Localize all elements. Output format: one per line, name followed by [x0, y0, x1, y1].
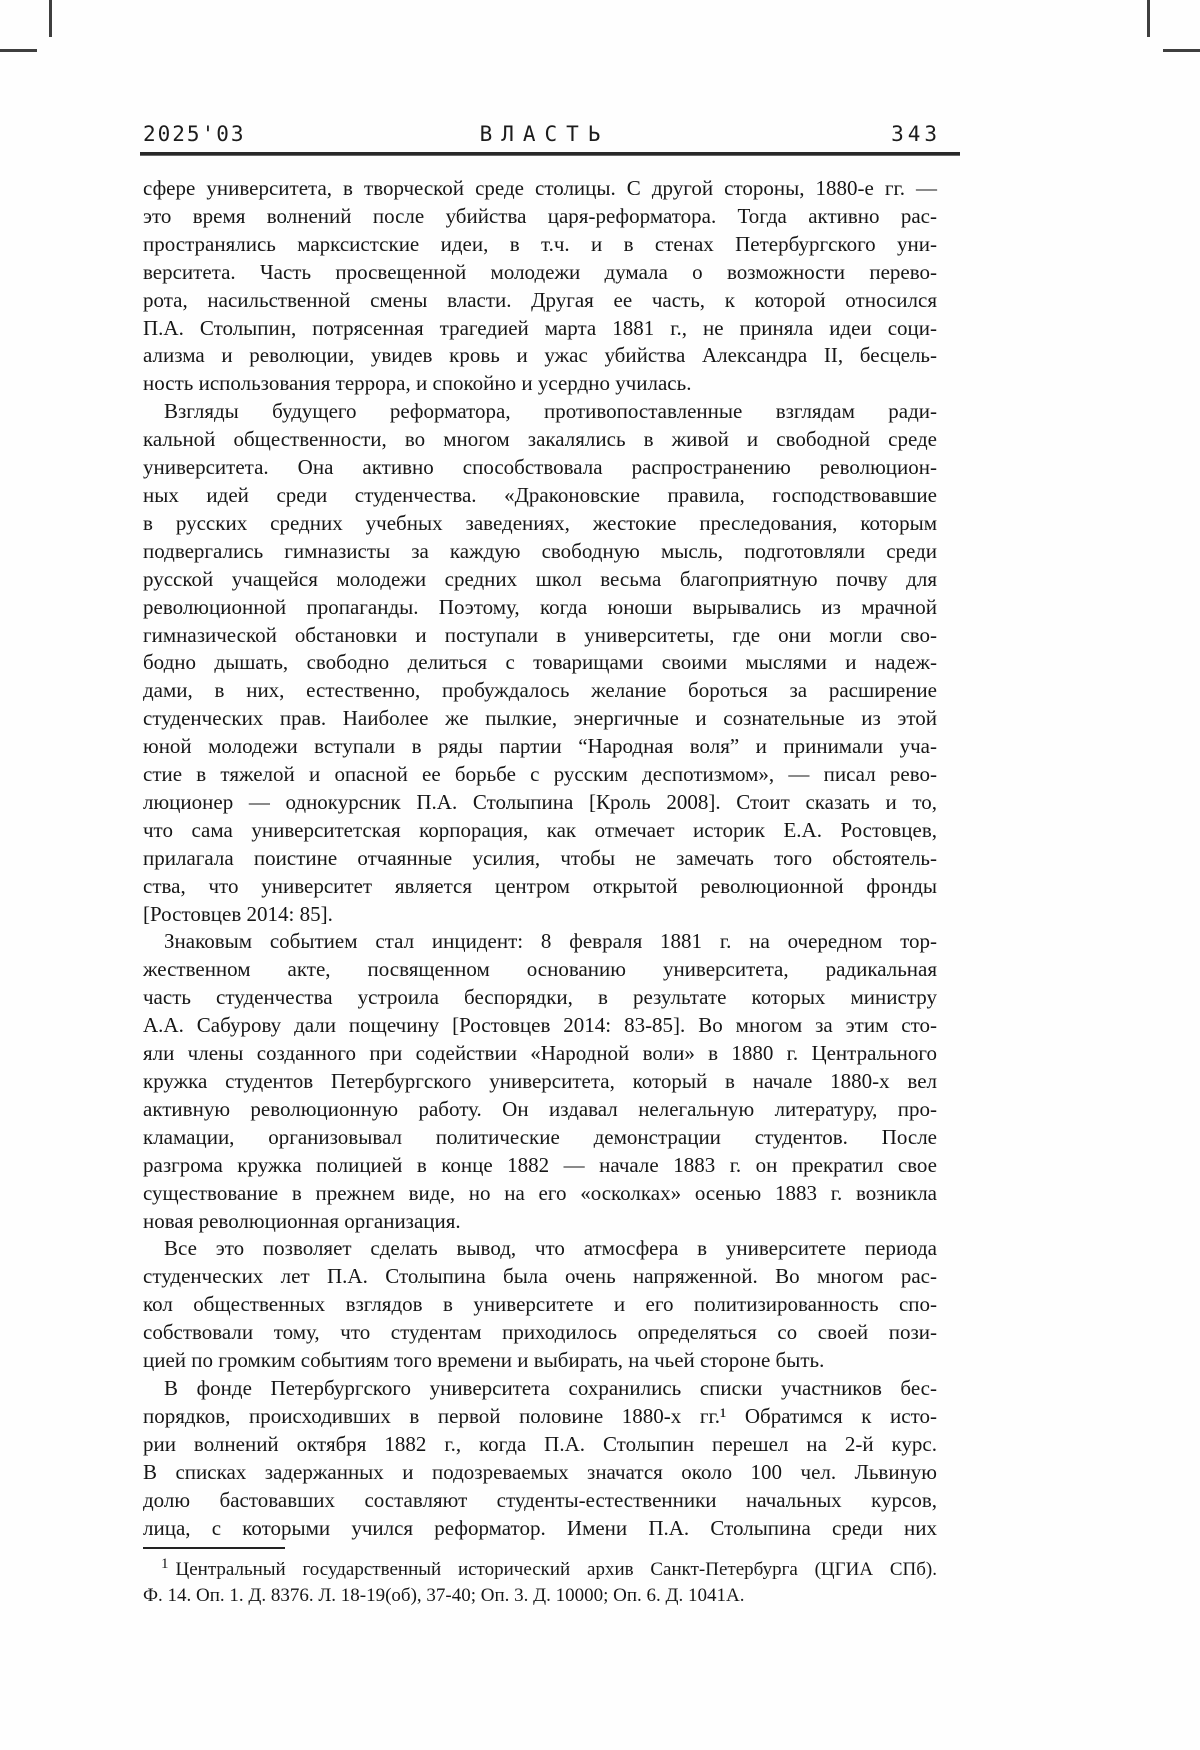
text-line: стие в тяжелой и опасной ее борьбе с русским деспотизмом», — писал рево- — [143, 762, 937, 787]
text-line: ализма и революции, увидев кровь и ужас убийства Александра II, бесцель- — [143, 343, 937, 368]
text-line: рии волнений октября 1882 г., когда П.А. Столыпин перешел на 2-й курс. — [143, 1431, 937, 1456]
text-line: ства, что университет является центром открытой революционной фронды — [143, 873, 937, 898]
text-line: кол общественных взглядов в университете и его политизированность спо- — [143, 1292, 937, 1317]
text-line: [Ростовцев 2014: 85]. — [143, 901, 333, 926]
text-line: В фонде Петербургского университета сохранились списки участников бес- — [164, 1375, 937, 1400]
text-line: новая революционная организация. — [143, 1208, 461, 1233]
page-number: 343 — [891, 122, 941, 146]
text-line: Взгляды будущего реформатора, противопоставленные взглядам ради- — [164, 399, 937, 424]
text-line: ность использования террора, и спокойно и усердно училась. — [143, 371, 692, 396]
text-line: студенческих лет П.А. Столыпина была очень напряженной. Во многом рас- — [143, 1264, 937, 1289]
text-line: пространялись марксистские идеи, в т.ч. и в стенах Петербургского уни- — [143, 231, 937, 256]
text-line: существование в прежнем виде, но на его «осколках» осенью 1883 г. возникла — [143, 1180, 937, 1205]
text-line: жественном акте, посвященном основанию университета, радикальная — [143, 957, 937, 982]
text-line: яли члены созданного при содействии «Народной воли» в 1880 г. Центрального — [143, 1041, 937, 1066]
journal-title: ВЛАСТЬ — [479, 122, 610, 146]
text-line: цией по громким событиям того времени и выбирать, на чьей стороне быть. — [143, 1348, 825, 1373]
text-line: А.А. Сабурову дали пощечину [Ростовцев 2014: 83-85]. Во многом за этим сто- — [143, 1013, 937, 1038]
text-line: Все это позволяет сделать вывод, что атмосфера в университете периода — [164, 1236, 937, 1261]
journal-issue: 2025'03 — [143, 122, 246, 146]
text-line: В списках задержанных и подозреваемых значатся около 100 чел. Львиную — [143, 1459, 937, 1484]
text-line: студенческих прав. Наиболее же пылкие, энергичные и сознательные из этой — [143, 706, 937, 731]
text-line: Знаковым событием стал инцидент: 8 февраля 1881 г. на очередном тор- — [164, 929, 937, 954]
text-line: порядков, происходивших в первой половине 1880-х гг.¹ Обратимся к исто- — [143, 1403, 937, 1428]
page-header — [143, 120, 941, 148]
text-line: в русских средних учебных заведениях, жестокие преследования, которым — [143, 510, 937, 535]
text-line: гимназической обстановки и поступали в университеты, где они могли сво- — [143, 622, 937, 647]
text-line: кламации, организовывал политические демонстрации студентов. После — [143, 1124, 937, 1149]
text-line: часть студенчества устроила беспорядки, в результате которых министру — [143, 985, 937, 1010]
crop-mark-top-right-horizontal — [1163, 49, 1200, 52]
footnote-marker: 1 — [161, 1556, 169, 1572]
text-line: подвергались гимназисты за каждую свободную мысль, подготовляли среди — [143, 538, 937, 563]
text-line: революционной пропаганды. Поэтому, когда юноши вырывались из мрачной — [143, 594, 937, 619]
article-body — [143, 175, 937, 1542]
footnote — [143, 1547, 937, 1609]
text-line: это время волнений после убийства царя-реформатора. Тогда активно рас- — [143, 203, 937, 228]
footnote-line: Ф. 14. Оп. 1. Д. 8376. Л. 18-19(об), 37-40; Оп. 3. Д. 10000; Оп. 6. Д. 1041А. — [143, 1585, 745, 1606]
footnote-text: Центральный государственный исторический архив Санкт-Петербурга (ЦГИА СПб). — [175, 1559, 937, 1580]
text-line: люционер — однокурсник П.А. Столыпина [Кроль 2008]. Стоит сказать и то, — [143, 789, 937, 814]
crop-mark-top-left-vertical — [49, 0, 52, 37]
text-line: долю бастовавших составляют студенты-естественники начальных курсов, — [143, 1487, 937, 1512]
text-line: прилагала поистине отчаянные усилия, чтобы не замечать того обстоятель- — [143, 845, 937, 870]
text-line: бодно дышать, свободно делиться с товарищами своими мыслями и надеж- — [143, 650, 937, 675]
text-line: разгрома кружка полицией в конце 1882 — начале 1883 г. он прекратил свое — [143, 1152, 937, 1177]
text-line: активную революционную работу. Он издавал нелегальную литературу, про- — [143, 1096, 937, 1121]
text-line: что сама университетская корпорация, как отмечает историк Е.А. Ростовцев, — [143, 817, 937, 842]
text-line: собствовали тому, что студентам приходилось определяться со своей пози- — [143, 1320, 937, 1345]
text-line: университета. Она активно способствовала распространению революцион- — [143, 455, 937, 480]
header-rule — [140, 152, 960, 156]
text-line: П.А. Столыпин, потрясенная трагедией марта 1881 г., не приняла идеи соци- — [143, 315, 937, 340]
footnote-line — [143, 1557, 937, 1583]
footnote-separator — [143, 1547, 285, 1549]
text-line: кальной общественности, во многом закалялись в живой и свободной среде — [143, 427, 937, 452]
crop-mark-top-left-horizontal — [0, 49, 37, 52]
text-line: верситета. Часть просвещенной молодежи думала о возможности перево- — [143, 259, 937, 284]
crop-mark-top-right-vertical — [1147, 0, 1150, 37]
text-line: ных идей среди студенчества. «Драконовские правила, господствовавшие — [143, 482, 937, 507]
text-line: кружка студентов Петербургского университета, который в начале 1880-х вел — [143, 1069, 937, 1093]
text-line: сфере университета, в творческой среде столицы. С другой стороны, 1880-е гг. — — [143, 176, 937, 200]
text-line: юной молодежи вступали в ряды партии “Народная воля” и принимали уча- — [143, 734, 937, 759]
text-line: русской учащейся молодежи средних школ весьма благоприятную почву для — [143, 566, 937, 591]
text-line: дами, в них, естественно, пробуждалось желание бороться за расширение — [143, 678, 937, 703]
text-line: рота, насильственной смены власти. Другая ее часть, к которой относился — [143, 287, 937, 312]
text-line: лица, с которыми учился реформатор. Имени П.А. Столыпина среди них — [143, 1515, 937, 1540]
